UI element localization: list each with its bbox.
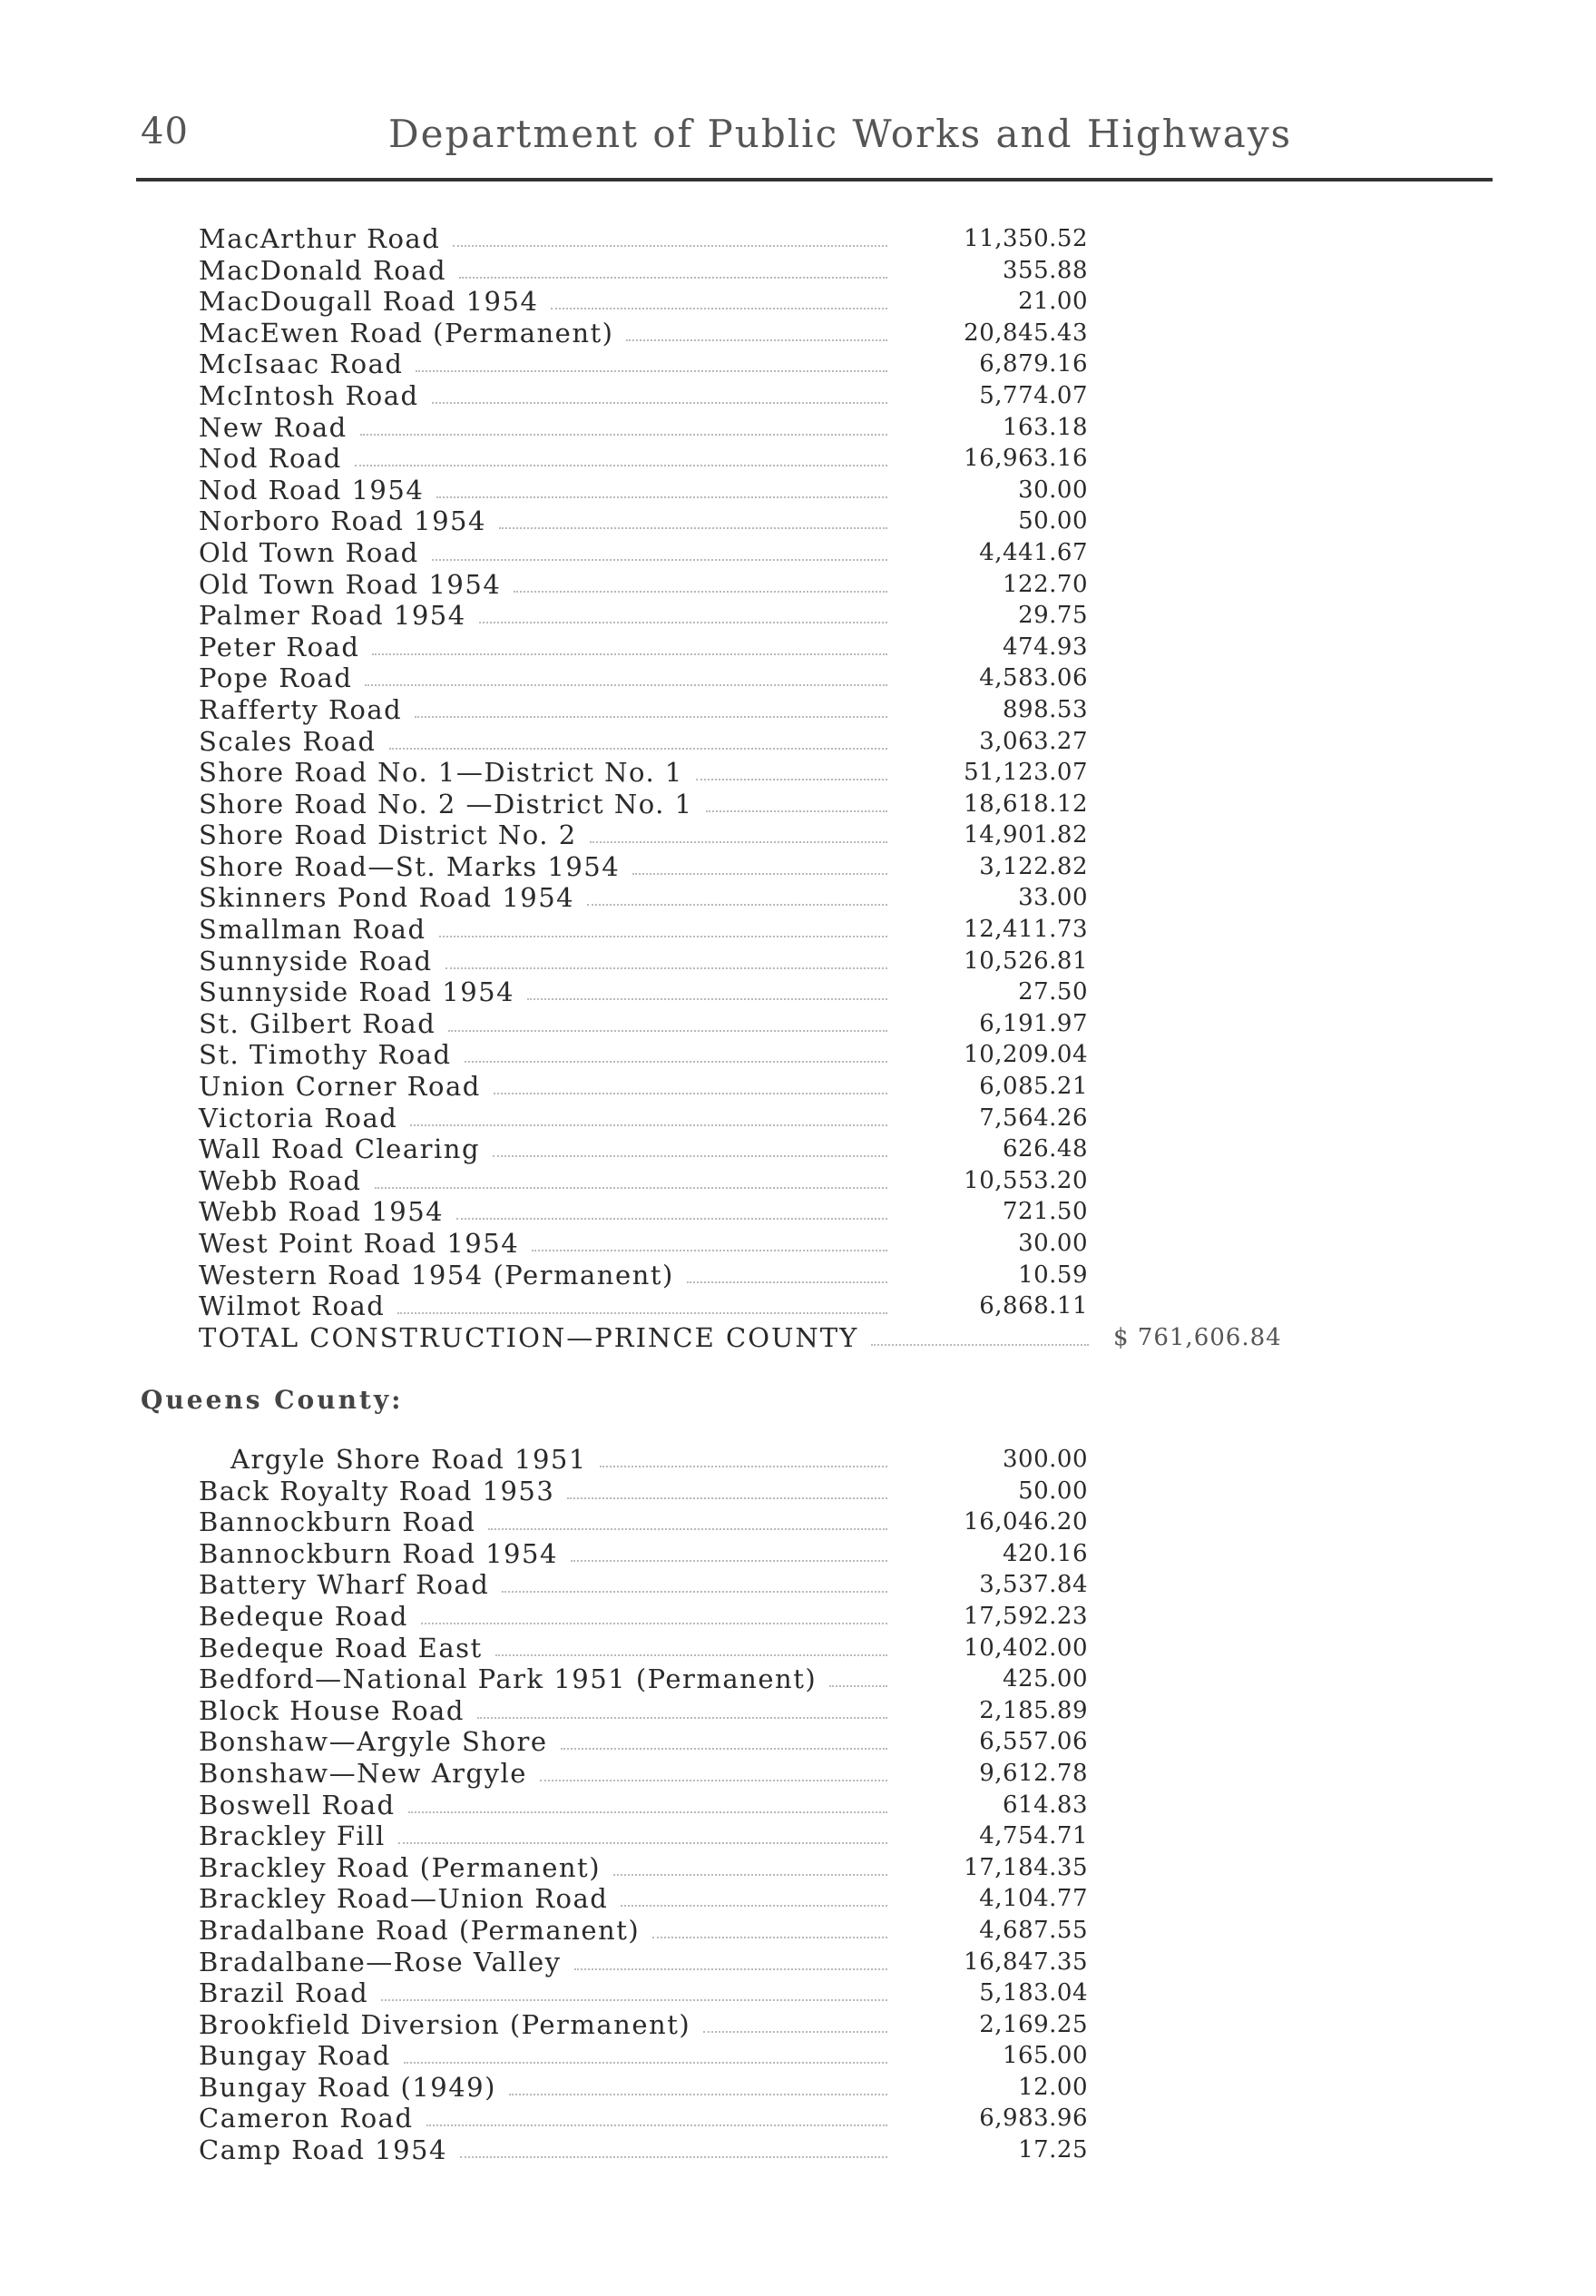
road-name: New Road [199,411,348,443]
dot-leader [459,277,887,279]
dot-leader [355,465,887,466]
amount: 29.75 [1018,602,1088,630]
dot-leader [494,1093,887,1094]
amount: 721.50 [1003,1198,1088,1226]
road-name: Cameron Road [199,2103,414,2134]
amount: 21.00 [1018,288,1088,316]
road-name: Palmer Road 1954 [199,600,466,632]
amount: 425.00 [1003,1665,1088,1693]
ledger-row [0,537,1596,569]
dot-leader [398,1842,887,1844]
amount: 4,583.06 [979,664,1088,692]
ledger-row [0,1883,1596,1915]
ledger-row [0,1506,1596,1538]
road-name: Bannockburn Road 1954 [199,1537,558,1569]
ledger-row [0,1601,1596,1633]
ledger-row [0,2072,1596,2104]
amount: 11,350.52 [964,225,1088,252]
dot-leader [871,1344,1089,1346]
road-name: Battery Wharf Road [199,1569,490,1601]
road-name: Block House Road [199,1694,465,1726]
dot-leader [590,841,887,843]
amount: 17,592.23 [964,1602,1088,1630]
ledger-row [0,976,1596,1008]
road-name: Rafferty Road [199,693,403,725]
ledger-row [0,946,1596,977]
amount: 10,553.20 [964,1166,1088,1194]
ledger-row [0,1290,1596,1322]
road-name: MacDonald Road [199,254,447,286]
dot-leader [432,402,887,404]
amount: 30.00 [1018,476,1088,504]
amount: 3,122.82 [979,852,1088,880]
ledger-row [0,380,1596,412]
road-name: Webb Road [199,1164,362,1196]
prince-county-list [0,223,1596,1353]
dot-leader [703,2031,887,2033]
road-name: Bonshaw—Argyle Shore [199,1726,548,1758]
road-name: Pope Road [199,662,353,694]
amount: 4,754.71 [979,1822,1088,1850]
dot-leader [477,1717,887,1719]
dot-leader [416,370,887,372]
ledger-row [0,318,1596,349]
ledger-row [0,726,1596,758]
amount: 10,402.00 [964,1634,1088,1662]
road-name: Brackley Road (Permanent) [199,1851,602,1883]
road-name: Brazil Road [199,1977,369,2009]
page-number: 40 [141,111,189,152]
amount: 474.93 [1003,633,1088,661]
ledger-row [0,1008,1596,1040]
road-name: Bradalbane Road (Permanent) [199,1914,641,1946]
road-name: Union Corner Road [199,1071,481,1103]
ledger-row [0,1260,1596,1291]
dot-leader [375,1187,887,1189]
road-name: Bungay Road [199,2040,391,2072]
dot-leader [446,967,887,969]
ledger-row [0,1758,1596,1790]
amount: 165.00 [1003,2042,1088,2070]
amount: 614.83 [1003,1791,1088,1819]
dot-leader [687,1281,887,1283]
road-name: St. Timothy Road [199,1039,452,1071]
queens-county-list [0,1444,1596,2166]
ledger-row [0,2040,1596,2072]
road-name: Wall Road Clearing [199,1133,481,1165]
amount: 12,411.73 [964,916,1088,944]
road-name: Old Town Road [199,536,419,568]
road-name: Bedeque Road [199,1600,408,1632]
road-name: Wilmot Road [199,1290,386,1322]
amount: 6,085.21 [979,1073,1088,1101]
dot-leader [540,1780,887,1781]
dot-leader [493,1155,887,1157]
dot-leader [439,936,887,937]
ledger-row [0,2009,1596,2041]
amount: 6,557.06 [979,1728,1088,1756]
ledger-row [0,1947,1596,1978]
dot-leader [613,1874,887,1876]
ledger-row [0,255,1596,287]
amount: 6,983.96 [979,2105,1088,2133]
dot-leader [509,2094,887,2095]
road-name: Peter Road [199,631,360,662]
dot-leader [408,1811,887,1813]
road-name: Victoria Road [199,1102,398,1133]
road-name: Boswell Road [199,1789,396,1820]
amount: 4,441.67 [979,538,1088,566]
dot-leader [514,591,887,593]
amount: 16,046.20 [964,1508,1088,1536]
amount: 10,209.04 [964,1041,1088,1069]
road-name: Back Royalty Road 1953 [199,1475,555,1506]
road-name: Bannockburn Road [199,1506,476,1538]
road-name: Brookfield Diversion (Permanent) [199,2008,691,2040]
dot-leader [410,1124,887,1126]
road-name: Bungay Road (1949) [199,2071,496,2103]
road-name: MacEwen Road (Permanent) [199,317,614,348]
header-rule [136,178,1493,182]
road-name: Bedford—National Park 1951 (Permanent) [199,1663,818,1695]
dot-leader [389,748,887,750]
amount: 16,847.35 [964,1948,1088,1976]
ledger-row [0,757,1596,789]
dot-leader [432,559,887,561]
amount: 14,901.82 [964,821,1088,849]
ledger-row [0,632,1596,663]
road-name: St. Gilbert Road [199,1007,436,1039]
dot-leader [527,998,887,1000]
ledger-row [0,1852,1596,1884]
dot-leader [421,1623,887,1624]
road-name: Scales Road [199,725,377,757]
amount: 30.00 [1018,1230,1088,1257]
road-name: Bonshaw—New Argyle [199,1757,527,1789]
amount: 51,123.07 [964,759,1088,787]
amount: 7,564.26 [979,1104,1088,1132]
dot-leader [426,2124,887,2126]
ledger-row [0,1633,1596,1664]
amount: 18,618.12 [964,790,1088,818]
road-name: Shore Road—St. Marks 1954 [199,850,621,882]
amount: 5,774.07 [979,381,1088,409]
ledger-row [0,1196,1596,1228]
dot-leader [571,1560,887,1562]
amount: 33.00 [1018,884,1088,912]
road-name: Norboro Road 1954 [199,505,486,537]
amount: 50.00 [1018,507,1088,535]
amount: 17.25 [1018,2136,1088,2164]
dot-leader [632,873,887,875]
amount: 3,063.27 [979,727,1088,755]
road-name: Sunnyside Road [199,945,433,976]
ledger-row [0,475,1596,506]
ledger-row [0,2103,1596,2134]
dot-leader [574,1968,887,1970]
ledger-row [0,2134,1596,2166]
dot-leader [499,527,887,529]
ledger-row [0,1790,1596,1821]
ledger-row [0,694,1596,726]
ledger-row [0,600,1596,632]
road-name: Shore Road No. 2 —District No. 1 [199,788,693,819]
ledger-row [0,882,1596,914]
dot-leader [404,2062,887,2064]
road-name: Old Town Road 1954 [199,568,502,600]
dot-leader [456,1218,887,1220]
ledger-row [0,223,1596,255]
dot-leader [448,1030,887,1032]
amount: 9,612.78 [979,1759,1088,1787]
dot-leader [502,1591,887,1593]
road-name: Argyle Shore Road 1951 [230,1444,587,1475]
ledger-row [0,1228,1596,1260]
ledger-row [0,569,1596,601]
amount: 27.50 [1018,978,1088,1006]
amount: 163.18 [1003,413,1088,441]
amount: 10,526.81 [964,947,1088,975]
grand-total-amount: $ 761,606.84 [1113,1323,1282,1351]
dot-leader [453,245,887,247]
road-name: Sunnyside Road 1954 [199,976,515,1008]
ledger-row [0,348,1596,380]
ledger-row [0,1977,1596,2009]
ledger-row [0,1820,1596,1852]
queens-county-heading: Queens County: [141,1385,404,1415]
amount: 12.00 [1018,2073,1088,2101]
amount: 50.00 [1018,1477,1088,1505]
ledger-row [0,412,1596,444]
ledger-row [0,1039,1596,1071]
road-name: Western Road 1954 (Permanent) [199,1259,674,1290]
amount: 355.88 [1003,256,1088,284]
dot-leader [436,496,887,498]
road-name: West Point Road 1954 [199,1228,520,1259]
dot-leader [706,810,887,812]
running-title: Department of Public Works and Highways [388,112,1293,156]
ledger-row [0,443,1596,475]
dot-leader [488,1528,887,1530]
amount: 3,537.84 [979,1571,1088,1599]
road-name: Bradalbane—Rose Valley [199,1946,562,1977]
road-name: Webb Road 1954 [199,1196,445,1228]
road-name: McIsaac Road [199,348,404,380]
ledger-row [0,1071,1596,1103]
amount: 420.16 [1003,1539,1088,1567]
dot-leader [465,1061,887,1063]
road-name: MacArthur Road [199,223,441,254]
dot-leader [626,339,887,341]
amount: 626.48 [1003,1135,1088,1163]
dot-leader [621,1905,887,1907]
dot-leader [600,1466,887,1467]
dot-leader [587,904,887,906]
amount: 6,879.16 [979,350,1088,378]
ledger-row [0,1538,1596,1570]
road-name: McIntosh Road [199,379,419,411]
road-name: Nod Road 1954 [199,474,425,505]
dot-leader [551,308,887,309]
ledger-row [0,1663,1596,1695]
amount: 16,963.16 [964,445,1088,473]
ledger-row [0,851,1596,883]
amount: 4,104.77 [979,1885,1088,1913]
amount: 20,845.43 [964,319,1088,347]
dot-leader [479,622,887,623]
amount: 5,183.04 [979,1979,1088,2007]
ledger-row [0,914,1596,946]
dot-leader [561,1748,887,1750]
dot-leader [360,434,887,436]
ledger-row [0,286,1596,318]
dot-leader [415,716,887,718]
ledger-row [0,662,1596,694]
amount: 4,687.55 [979,1916,1088,1944]
ledger-row [0,505,1596,537]
road-name: Smallman Road [199,914,426,946]
ledger-row [0,1165,1596,1197]
ledger-row [0,819,1596,851]
amount: 2,185.89 [979,1696,1088,1724]
amount: 10.59 [1018,1261,1088,1289]
road-name: Skinners Pond Road 1954 [199,882,575,914]
amount: 2,169.25 [979,2010,1088,2038]
amount: 6,868.11 [979,1292,1088,1320]
dot-leader [381,1999,887,2001]
dot-leader [460,2156,887,2158]
dot-leader [372,653,887,655]
dot-leader [365,684,887,686]
dot-leader [397,1312,887,1314]
amount: 6,191.97 [979,1009,1088,1037]
ledger-row [0,1915,1596,1947]
road-name: Shore Road District No. 2 [199,819,577,851]
total-row [0,1322,1596,1354]
amount: 300.00 [1003,1446,1088,1473]
ledger-row [0,1444,1596,1476]
amount: 17,184.35 [964,1853,1088,1881]
ledger-row [0,1133,1596,1165]
ledger-row [0,1569,1596,1601]
road-name: Bedeque Road East [199,1632,483,1663]
dot-leader [696,779,887,780]
road-name: Brackley Road—Union Road [199,1883,609,1915]
amount: 122.70 [1003,570,1088,598]
total-label: TOTAL CONSTRUCTION—PRINCE COUNTY [199,1321,859,1353]
road-name: Camp Road 1954 [199,2134,447,2166]
ledger-row [0,1103,1596,1134]
dot-leader [567,1497,887,1499]
dot-leader [652,1937,887,1938]
ledger-row [0,1476,1596,1507]
ledger-row [0,1726,1596,1758]
dot-leader [829,1685,887,1687]
road-name: Brackley Fill [199,1820,386,1852]
ledger-row [0,789,1596,820]
road-name: Nod Road [199,443,342,475]
ledger-row [0,1695,1596,1727]
road-name: Shore Road No. 1—District No. 1 [199,757,683,789]
road-name: MacDougall Road 1954 [199,286,539,318]
dot-leader [495,1654,887,1656]
dot-leader [532,1250,887,1251]
amount: 898.53 [1003,695,1088,723]
